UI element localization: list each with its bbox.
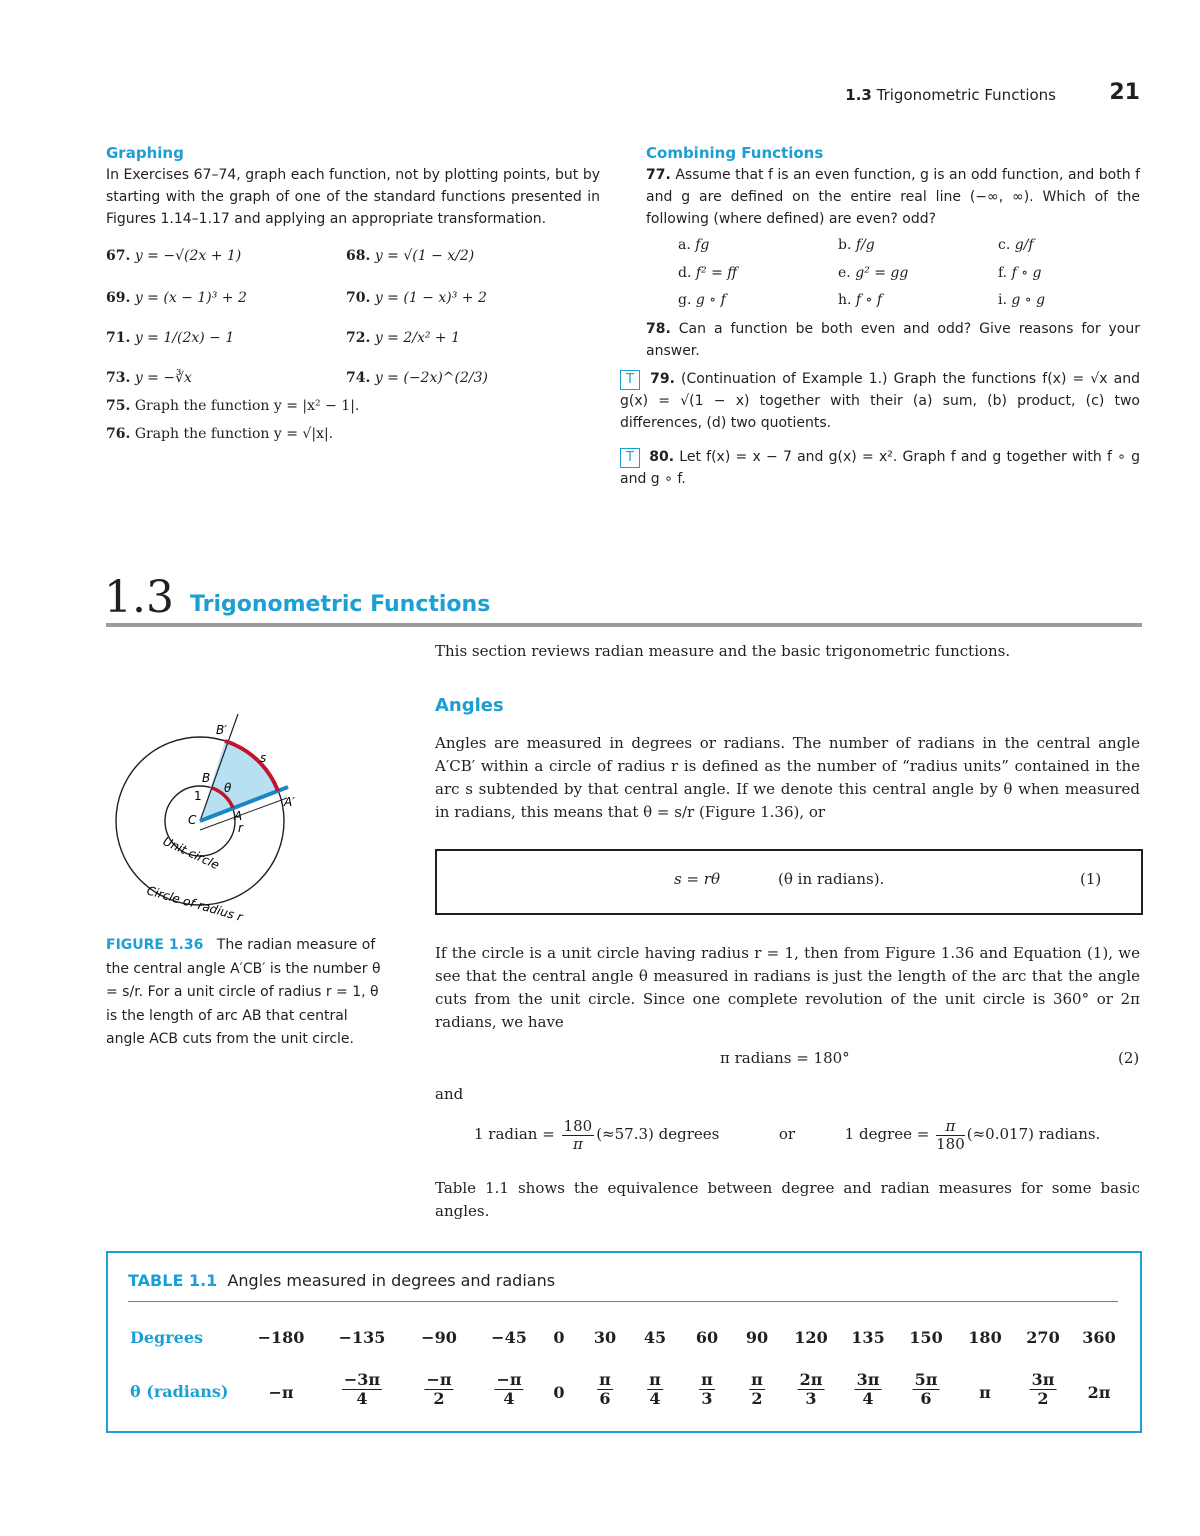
degree-cell: 135: [851, 1328, 885, 1347]
combining-heading: Combining Functions: [646, 144, 824, 162]
degree-cell: 360: [1082, 1328, 1116, 1347]
exercise-73: 73. y = −∛x: [106, 370, 192, 386]
ex77-part-g: g. g ∘ f: [678, 292, 726, 308]
section-intro: This section reviews radian measure and the basic trigonometric functions.: [435, 642, 1011, 660]
exercise-69: 69. y = (x − 1)³ + 2: [106, 290, 247, 306]
label-r: r: [238, 821, 243, 835]
equation-2: π radians = 180°: [720, 1049, 850, 1067]
radian-cell: $\frac{\pi}{6}$: [599, 1370, 611, 1408]
graphing-heading: Graphing: [106, 144, 184, 162]
label-a-prime: A′: [284, 795, 295, 809]
label-c: C: [188, 813, 197, 827]
ex77-part-h: h. f ∘ f: [838, 292, 883, 308]
exercise-70: 70. y = (1 − x)³ + 2: [346, 290, 487, 306]
label-one: 1: [194, 789, 202, 803]
radian-cell: $\frac{\pi}{3}$: [701, 1370, 713, 1408]
ex77-part-d: d. f² = ff: [678, 265, 738, 281]
label-circle-of-radius-r: Circle of radius r: [145, 883, 245, 925]
section-rule: [106, 623, 1142, 627]
degree-cell: −135: [338, 1328, 386, 1347]
degree-cell: 30: [593, 1328, 617, 1347]
graphing-intro: In Exercises 67–74, graph each function, not by plotting points, but by starting with the graph of one of the standard functions presented in Figures 1.14–1.17 and applying an appropriate transformation.: [106, 167, 600, 227]
exercise-75: 75. Graph the function y = |x² − 1|.: [106, 398, 360, 414]
degree-cell: 120: [794, 1328, 828, 1347]
radian-cell: $\frac{-3\pi}{4}$: [343, 1370, 381, 1408]
equation-2-number: (2): [1118, 1049, 1140, 1067]
angles-paragraph-2: If the circle is a unit circle having radius r = 1, then from Figure 1.36 and Equation (1), we see that the central angle θ measured in radians is just the length of the arc that the angle cuts from the unit circle. Since one complete revolution of the unit circle is 360° or 2π radians, we have: [435, 944, 1140, 1031]
radian-cell: $\frac{\pi}{4}$: [649, 1370, 661, 1408]
ex77-part-a: a. fg: [678, 237, 710, 253]
row-label-degrees: Degrees: [130, 1328, 204, 1347]
radian-cell: $\frac{2\pi}{3}$: [799, 1370, 823, 1408]
exercise-79: T 79. (Continuation of Example 1.) Graph the functions f(x) = √x and g(x) = √(1 − x) together with their (a) sum, (b) product, (c) two differences, (d) two quotients.: [620, 371, 1140, 431]
label-theta: θ: [224, 781, 232, 795]
label-a: A: [234, 809, 243, 823]
exercise-74: 74. y = (−2x)^(2/3): [346, 370, 488, 386]
angles-paragraph-1: Angles are measured in degrees or radians. The number of radians in the central angle A′CB′ within a circle of radius r is defined as the number of “radius units” contained in the arc s subtended by that central angle. If we denote this central angle by θ when measured in radians, this means that θ = s/r (Figure 1.36), or: [435, 734, 1140, 821]
table-label: TABLE 1.1: [128, 1271, 218, 1290]
table-title: [128, 1271, 555, 1290]
figure-label: FIGURE 1.36: [106, 937, 204, 953]
radian-cell: $\frac{-\pi}{4}$: [496, 1370, 522, 1408]
exercise-68: 68. y = √(1 − x/2): [346, 248, 475, 264]
angles-paragraph-3: Table 1.1 shows the equivalence between degree and radian measures for some basic angles.: [435, 1179, 1140, 1220]
exercise-76: 76. Graph the function y = √|x|.: [106, 426, 334, 442]
equation-3: 1 radian = $\frac{180}{\pi}$ (≈57.3) degrees or 1 degree = $\frac{\pi}{180}$ (≈0.017) radians.: [474, 1117, 1101, 1153]
radian-cell: $\frac{-\pi}{2}$: [426, 1370, 452, 1408]
radian-cell: $\frac{\pi}{2}$: [751, 1370, 763, 1408]
exercise-71: 71. y = 1/(2x) − 1: [106, 330, 235, 346]
exercise-80: T 80. Let f(x) = x − 7 and g(x) = x². Graph f and g together with f ∘ g and g ∘ f.: [620, 449, 1141, 487]
section-title: Trigonometric Functions: [190, 592, 491, 617]
radian-cell: $\frac{3\pi}{4}$: [856, 1370, 880, 1408]
degree-cell: −90: [421, 1328, 457, 1347]
table-caption: Angles measured in degrees and radians: [227, 1271, 556, 1290]
radian-cell: π: [979, 1383, 991, 1402]
label-s: s: [260, 751, 267, 765]
technology-tag: T: [620, 448, 640, 468]
ex77-part-e: e. g² = gg: [838, 265, 909, 281]
page-number: 21: [1109, 80, 1140, 105]
section-number: 1.3: [104, 572, 174, 623]
label-b-prime: B′: [216, 723, 227, 737]
exercise-67: 67. y = −√(2x + 1): [106, 248, 242, 264]
degree-cell: 60: [695, 1328, 719, 1347]
degree-cell: 45: [643, 1328, 667, 1347]
figure-caption-text: The radian measure of the central angle A′CB′ is the number θ = s/r. For a unit circle of radius r = 1, θ is the length of arc AB that central angle ACB cuts from the unit circle.: [106, 937, 381, 1047]
radian-cell: $\frac{3\pi}{2}$: [1031, 1370, 1055, 1408]
label-b: B: [202, 771, 211, 785]
running-section-title: Trigonometric Functions: [876, 86, 1056, 104]
degree-cell: 180: [968, 1328, 1002, 1347]
degree-cell: 150: [909, 1328, 943, 1347]
label-unit-circle: Unit circle: [160, 834, 222, 873]
technology-tag: T: [620, 370, 640, 390]
degree-cell: −45: [491, 1328, 527, 1347]
equation-1: s = rθ: [674, 870, 721, 888]
exercise-78: 78. Can a function be both even and odd? Give reasons for your answer.: [646, 321, 1140, 359]
row-label-radians: θ (radians): [130, 1382, 229, 1401]
running-section-number: 1.3: [845, 86, 872, 104]
ex77-part-c: c. g/f: [998, 237, 1034, 253]
degree-cell: −180: [257, 1328, 305, 1347]
ex77-part-f: f. f ∘ g: [998, 265, 1042, 281]
degree-cell: 90: [745, 1328, 769, 1347]
radian-cell: $\frac{5\pi}{6}$: [914, 1370, 938, 1408]
figure-1-36-diagram: [100, 710, 420, 930]
running-header: [845, 86, 1056, 104]
ex77-part-i: i. g ∘ g: [998, 292, 1046, 308]
radian-cell: −π: [268, 1383, 294, 1402]
equation-1-note: (θ in radians).: [778, 870, 885, 888]
radian-cell: 0: [553, 1383, 565, 1402]
exercise-72: 72. y = 2/x² + 1: [346, 330, 461, 346]
equation-1-number: (1): [1080, 870, 1102, 888]
angles-heading: Angles: [435, 695, 504, 716]
radian-cell: 2π: [1087, 1383, 1111, 1402]
degree-cell: 0: [553, 1328, 565, 1347]
degree-cell: 270: [1026, 1328, 1060, 1347]
and-word: and: [435, 1085, 464, 1103]
exercise-77: 77. Assume that f is an even function, g is an odd function, and both f and g are defined on the entire real line (−∞, ∞). Which of the following (where defined) are even? odd?: [646, 167, 1141, 227]
figure-1-36-caption: [106, 934, 386, 1052]
ex77-part-b: b. f/g: [838, 237, 875, 253]
table-rule: [128, 1301, 1118, 1302]
